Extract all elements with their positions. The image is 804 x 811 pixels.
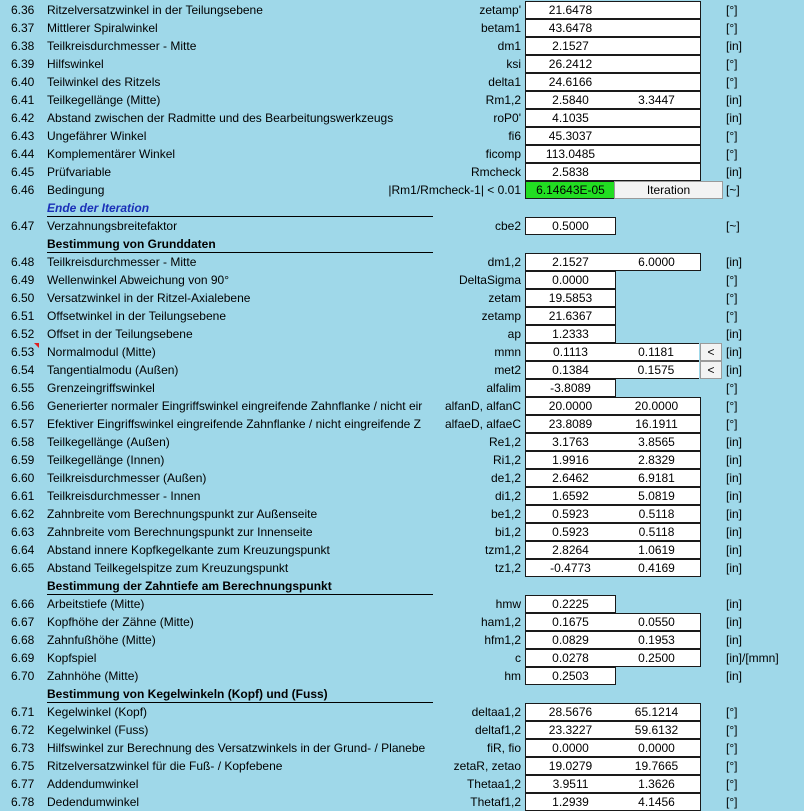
row-label: Generierter normaler Eingriffswinkel eingreifende Zahnflanke / nicht eir (47, 399, 423, 413)
row-number: 6.60 (11, 471, 35, 485)
row-symbol: hmw (495, 597, 521, 611)
value-cell-1[interactable]: 26.2412 (525, 55, 616, 73)
unit-label: [in] (726, 93, 743, 107)
value-cell-1[interactable]: -0.4773 (525, 559, 616, 577)
row-number: 6.44 (11, 147, 35, 161)
row-number: 6.51 (11, 309, 35, 323)
row-label: Zahnhöhe (Mitte) (47, 669, 139, 683)
row-number: 6.59 (11, 453, 35, 467)
row-label: Kegelwinkel (Kopf) (47, 705, 148, 719)
row-number: 6.71 (11, 705, 35, 719)
row-number: 6.55 (11, 381, 35, 395)
value-cell-2[interactable] (613, 19, 701, 37)
unit-label: [°] (726, 381, 738, 395)
row-label: Kopfhöhe der Zähne (Mitte) (47, 615, 194, 629)
row-symbol: roP0' (493, 111, 521, 125)
value-cell-2[interactable]: 4.1456 (613, 793, 701, 811)
sheet-row (0, 37, 804, 55)
value-cell-1[interactable]: 0.5923 (525, 505, 616, 523)
sheet-row (0, 523, 804, 541)
section-heading: Bestimmung der Zahntiefe am Berechnungspunkt (47, 579, 332, 593)
row-number: 6.42 (11, 111, 35, 125)
row-symbol: hfm1,2 (484, 633, 521, 647)
row-number: 6.48 (11, 255, 35, 269)
row-symbol: deltaa1,2 (471, 705, 521, 719)
row-label: Tangentialmodu (Außen) (47, 363, 179, 377)
unit-label: [~] (726, 219, 740, 233)
value-cell-2[interactable]: 3.3447 (613, 91, 701, 109)
value-cell-1[interactable]: 0.0829 (525, 631, 616, 649)
value-cell-2[interactable] (613, 109, 701, 127)
sheet-row (0, 577, 804, 595)
row-number: 6.37 (11, 21, 35, 35)
unit-label: [°] (726, 147, 738, 161)
unit-label: [°] (726, 57, 738, 71)
unit-label: [in] (726, 669, 743, 683)
value-cell-2[interactable]: 65.1214 (613, 703, 701, 721)
value-cell-1[interactable]: 2.5840 (525, 91, 616, 109)
value-cell-2[interactable] (613, 73, 701, 91)
row-label: Teilwinkel des Ritzels (47, 75, 161, 89)
unit-label: [in] (726, 525, 743, 539)
value-cell-2[interactable]: 0.1181 (613, 343, 699, 361)
row-symbol: fi6 (508, 129, 521, 143)
row-number: 6.64 (11, 543, 35, 557)
sheet-row (0, 361, 804, 379)
value-cell-2[interactable]: 19.7665 (613, 757, 701, 775)
row-symbol: ap (507, 327, 521, 341)
row-symbol: bi1,2 (494, 525, 521, 539)
row-symbol: Ri1,2 (492, 453, 521, 467)
row-symbol: zetaR, zetao (453, 759, 521, 773)
unit-label: [°] (726, 129, 738, 143)
row-label: Ritzelversatzwinkel für die Fuß- / Kopfebene (47, 759, 283, 773)
sheet-row (0, 109, 804, 127)
row-number: 6.43 (11, 129, 35, 143)
row-label: Abstand innere Kopfkegelkante zum Kreuzungspunkt (47, 543, 330, 557)
row-symbol: ksi (506, 57, 521, 71)
value-cell-1[interactable]: 43.6478 (525, 19, 616, 37)
iteration-end-heading: Ende der Iteration (47, 201, 150, 215)
sheet-row (0, 343, 804, 361)
section-heading: Bestimmung von Kegelwinkeln (Kopf) und (Fuss) (47, 687, 328, 701)
sheet-row (0, 739, 804, 757)
row-symbol: deltaf1,2 (474, 723, 521, 737)
value-cell-1[interactable]: 1.6592 (525, 487, 616, 505)
unit-label: [°] (726, 75, 738, 89)
sheet-row (0, 559, 804, 577)
row-label: Zahnbreite vom Berechnungspunkt zur Innenseite (47, 525, 313, 539)
row-symbol: delta1 (488, 75, 521, 89)
unit-label: [in] (726, 489, 743, 503)
value-cell-1[interactable]: 19.0279 (525, 757, 616, 775)
value-cell-1[interactable]: 28.5676 (525, 703, 616, 721)
row-symbol: ham1,2 (480, 615, 521, 629)
row-symbol: alfanD, alfanC (444, 399, 521, 413)
row-label: Offset in der Teilungsebene (47, 327, 193, 341)
value-cell-1[interactable]: 2.8264 (525, 541, 616, 559)
row-symbol: di1,2 (494, 489, 521, 503)
sheet-row (0, 613, 804, 631)
row-symbol: Rmcheck (470, 165, 521, 179)
iteration-button[interactable]: Iteration (614, 181, 723, 199)
condition-result-cell[interactable]: 6.14643E-05 (525, 181, 616, 199)
row-number: 6.40 (11, 75, 35, 89)
row-number: 6.67 (11, 615, 35, 629)
sheet-row (0, 793, 804, 811)
row-symbol: Re1,2 (488, 435, 521, 449)
row-label: Bedingung (47, 183, 105, 197)
row-number: 6.75 (11, 759, 35, 773)
unit-label: [in] (726, 543, 743, 557)
unit-label: [in] (726, 345, 743, 359)
unit-label: [°] (726, 273, 738, 287)
row-symbol: dm1,2 (487, 255, 521, 269)
row-number: 6.46 (11, 183, 35, 197)
sheet-row (0, 145, 804, 163)
row-symbol: |Rm1/Rmcheck-1| < 0.01 (388, 183, 521, 197)
sheet-row (0, 379, 804, 397)
row-label: Teilkegellänge (Außen) (47, 435, 170, 449)
unit-label: [°] (726, 417, 738, 431)
value-cell-2[interactable]: 3.8565 (613, 433, 701, 451)
unit-label: [in] (726, 561, 743, 575)
unit-label: [in] (726, 597, 743, 611)
row-label: Zahnfußhöhe (Mitte) (47, 633, 156, 647)
row-number: 6.73 (11, 741, 35, 755)
row-number: 6.49 (11, 273, 35, 287)
row-number: 6.58 (11, 435, 35, 449)
row-symbol: dm1 (497, 39, 521, 53)
sheet-row (0, 199, 804, 217)
value-cell-2[interactable]: 1.3626 (613, 775, 701, 793)
value-cell-1[interactable]: 113.0485 (525, 145, 616, 163)
row-number: 6.56 (11, 399, 35, 413)
row-symbol: mmn (494, 345, 521, 359)
row-symbol: c (515, 651, 521, 665)
row-number: 6.69 (11, 651, 35, 665)
unit-label: [in] (726, 633, 743, 647)
row-number: 6.77 (11, 777, 35, 791)
sheet-row (0, 631, 804, 649)
sheet-row (0, 1, 804, 19)
row-number: 6.68 (11, 633, 35, 647)
value-cell-1[interactable]: 20.0000 (525, 397, 616, 415)
value-cell-1[interactable]: 45.3037 (525, 127, 616, 145)
sheet-row (0, 127, 804, 145)
row-symbol: ficomp (485, 147, 521, 161)
sheet-row (0, 73, 804, 91)
value-cell-1[interactable]: 3.1763 (525, 433, 616, 451)
sheet-row (0, 667, 804, 685)
sheet-row (0, 325, 804, 343)
row-label: Wellenwinkel Abweichung von 90° (47, 273, 230, 287)
unit-label: [°] (726, 399, 738, 413)
row-symbol: betam1 (480, 21, 521, 35)
value-cell-1[interactable]: 2.6462 (525, 469, 616, 487)
row-label: Kopfspiel (47, 651, 97, 665)
row-label: Abstand zwischen der Radmitte und des Bearbeitungswerkzeugs (47, 111, 394, 125)
row-symbol: zetamp' (479, 3, 521, 17)
unit-label: [°] (726, 3, 738, 17)
row-label: Normalmodul (Mitte) (47, 345, 156, 359)
row-number: 6.61 (11, 489, 35, 503)
value-cell-1[interactable]: 4.1035 (525, 109, 616, 127)
row-label: Teilkegellänge (Mitte) (47, 93, 161, 107)
value-cell-1[interactable]: 0.0000 (525, 271, 616, 289)
unit-label: [in]/[mmn] (726, 651, 779, 665)
row-label: Teilkreisdurchmesser (Außen) (47, 471, 207, 485)
unit-label: [in] (726, 435, 743, 449)
value-cell-2[interactable]: 6.9181 (613, 469, 701, 487)
value-cell-2[interactable]: 0.4169 (613, 559, 701, 577)
sheet-row (0, 253, 804, 271)
row-symbol: cbe2 (494, 219, 521, 233)
sheet-row (0, 217, 804, 235)
row-label: Offsetwinkel in der Teilungsebene (47, 309, 227, 323)
row-number: 6.41 (11, 93, 35, 107)
row-symbol: be1,2 (490, 507, 521, 521)
row-number: 6.38 (11, 39, 35, 53)
row-number: 6.36 (11, 3, 35, 17)
sheet-row (0, 433, 804, 451)
row-symbol: met2 (494, 363, 521, 377)
unit-label: [°] (726, 723, 738, 737)
value-cell-2[interactable]: 1.0619 (613, 541, 701, 559)
value-cell-2[interactable]: 0.0550 (613, 613, 701, 631)
sheet-row (0, 235, 804, 253)
section-heading: Bestimmung von Grunddaten (47, 237, 216, 251)
unit-label: [in] (726, 507, 743, 521)
unit-label: [in] (726, 363, 743, 377)
value-cell-1[interactable]: 0.5000 (525, 217, 616, 235)
value-cell-2[interactable]: 0.1953 (613, 631, 701, 649)
row-label: Abstand Teilkegelspitze zum Kreuzungspunkt (47, 561, 289, 575)
row-number: 6.54 (11, 363, 35, 377)
value-cell-2[interactable]: 16.1911 (613, 415, 701, 433)
row-number: 6.57 (11, 417, 35, 431)
row-number: 6.66 (11, 597, 35, 611)
unit-label: [in] (726, 165, 743, 179)
row-label: Hilfswinkel zur Berechnung des Versatzwinkels in der Grund- / Planebe (47, 741, 426, 755)
row-label: Prüfvariable (47, 165, 112, 179)
sheet-row (0, 451, 804, 469)
unit-label: [°] (726, 741, 738, 755)
unit-label: [°] (726, 291, 738, 305)
sheet-row (0, 757, 804, 775)
row-label: Verzahnungsbreitefaktor (47, 219, 178, 233)
sheet-row (0, 289, 804, 307)
sheet-row (0, 415, 804, 433)
value-cell-1[interactable]: 23.8089 (525, 415, 616, 433)
unit-label: [in] (726, 255, 743, 269)
sheet-row (0, 703, 804, 721)
value-cell-2[interactable] (613, 55, 701, 73)
unit-label: [°] (726, 21, 738, 35)
row-symbol: DeltaSigma (458, 273, 521, 287)
value-cell-1[interactable]: 24.6166 (525, 73, 616, 91)
value-cell-2[interactable] (613, 163, 701, 181)
value-cell-2[interactable] (613, 37, 701, 55)
row-label: Ungefährer Winkel (47, 129, 147, 143)
row-label: Versatzwinkel in der Ritzel-Axialebene (47, 291, 251, 305)
unit-label: [in] (726, 615, 743, 629)
unit-label: [°] (726, 705, 738, 719)
value-cell-1[interactable]: 0.0000 (525, 739, 616, 757)
row-label: Hilfswinkel (47, 57, 104, 71)
value-cell-1[interactable]: 1.2333 (525, 325, 616, 343)
row-number: 6.63 (11, 525, 35, 539)
row-symbol: zetam (488, 291, 521, 305)
value-cell-2[interactable]: 20.0000 (613, 397, 701, 415)
row-symbol: alfalim (486, 381, 521, 395)
value-cell-2[interactable] (613, 127, 701, 145)
comment-indicator (34, 343, 39, 348)
unit-label: [in] (726, 471, 743, 485)
unit-label: [in] (726, 453, 743, 467)
value-cell-2[interactable]: 59.6132 (613, 721, 701, 739)
value-cell-1[interactable]: 1.2939 (525, 793, 616, 811)
unit-label: [in] (726, 39, 743, 53)
sheet-row (0, 649, 804, 667)
row-symbol: Thetaf1,2 (470, 795, 521, 809)
value-cell-1[interactable]: 0.5923 (525, 523, 616, 541)
value-cell-2[interactable]: 6.0000 (613, 253, 701, 271)
value-cell-1[interactable]: 19.5853 (525, 289, 616, 307)
value-cell-1[interactable]: 2.5838 (525, 163, 616, 181)
value-cell-1[interactable]: 23.3227 (525, 721, 616, 739)
apply-value-button[interactable]: < (700, 361, 722, 379)
value-cell-1[interactable]: 0.0278 (525, 649, 616, 667)
value-cell-2[interactable]: 5.0819 (613, 487, 701, 505)
row-number: 6.50 (11, 291, 35, 305)
value-cell-1[interactable]: 0.1113 (525, 343, 616, 361)
row-number: 6.70 (11, 669, 35, 683)
unit-label: [in] (726, 327, 743, 341)
value-cell-1[interactable]: 0.2225 (525, 595, 616, 613)
value-cell-1[interactable]: 1.9916 (525, 451, 616, 469)
row-label: Ritzelversatzwinkel in der Teilungsebene (47, 3, 263, 17)
sheet-row (0, 55, 804, 73)
row-label: Teilkreisdurchmesser - Innen (47, 489, 201, 503)
unit-label: [°] (726, 777, 738, 791)
row-symbol: Rm1,2 (485, 93, 521, 107)
row-label: Grenzeingriffswinkel (47, 381, 155, 395)
row-symbol: tz1,2 (494, 561, 521, 575)
value-cell-1[interactable]: 3.9511 (525, 775, 616, 793)
value-cell-1[interactable]: 21.6367 (525, 307, 616, 325)
row-number: 6.62 (11, 507, 35, 521)
value-cell-1[interactable]: 0.1384 (525, 361, 616, 379)
sheet-row (0, 541, 804, 559)
row-number: 6.52 (11, 327, 35, 341)
row-symbol: alfaeD, alfaeC (444, 417, 521, 431)
value-cell-1[interactable]: 2.1527 (525, 37, 616, 55)
sheet-row (0, 487, 804, 505)
sheet-row (0, 721, 804, 739)
sheet-row (0, 181, 804, 199)
sheet-row (0, 163, 804, 181)
row-symbol: tzm1,2 (484, 543, 521, 557)
unit-label: [°] (726, 759, 738, 773)
unit-label: [°] (726, 795, 738, 809)
row-number: 6.45 (11, 165, 35, 179)
sheet-row (0, 595, 804, 613)
value-cell-1[interactable]: 2.1527 (525, 253, 616, 271)
sheet-row (0, 505, 804, 523)
row-number: 6.72 (11, 723, 35, 737)
value-cell-2[interactable]: 0.0000 (613, 739, 701, 757)
row-label: Dedendumwinkel (47, 795, 140, 809)
sheet-row (0, 91, 804, 109)
sheet-row (0, 469, 804, 487)
value-cell-1[interactable]: 21.6478 (525, 1, 616, 19)
row-label: Zahnbreite vom Berechnungspunkt zur Außenseite (47, 507, 318, 521)
value-cell-1[interactable]: -3.8089 (525, 379, 616, 397)
row-label: Mittlerer Spiralwinkel (47, 21, 158, 35)
value-cell-1[interactable]: 0.2503 (525, 667, 616, 685)
row-label: Teilkegellänge (Innen) (47, 453, 165, 467)
value-cell-2[interactable]: 0.5118 (613, 523, 701, 541)
sheet-row (0, 307, 804, 325)
value-cell-1[interactable]: 0.1675 (525, 613, 616, 631)
row-symbol: zetamp (481, 309, 521, 323)
row-label: Komplementärer Winkel (47, 147, 176, 161)
row-number: 6.65 (11, 561, 35, 575)
row-number: 6.78 (11, 795, 35, 809)
row-symbol: hm (504, 669, 521, 683)
sheet-row (0, 685, 804, 703)
sheet-row (0, 271, 804, 289)
value-cell-2[interactable]: 2.8329 (613, 451, 701, 469)
sheet-row (0, 397, 804, 415)
value-cell-2[interactable]: 0.2500 (613, 649, 701, 667)
row-label: Addendumwinkel (47, 777, 139, 791)
row-label: Efektiver Eingriffswinkel eingreifende Zahnflanke / nicht eingreifende Z (47, 417, 421, 431)
sheet-row (0, 19, 804, 37)
row-label: Teilkreisdurchmesser - Mitte (47, 255, 197, 269)
sheet-row (0, 775, 804, 793)
row-symbol: de1,2 (490, 471, 521, 485)
row-number: 6.53 (11, 345, 35, 359)
row-number: 6.47 (11, 219, 35, 233)
row-label: Arbeitstiefe (Mitte) (47, 597, 145, 611)
row-number: 6.39 (11, 57, 35, 71)
row-symbol: Thetaa1,2 (466, 777, 521, 791)
row-label: Kegelwinkel (Fuss) (47, 723, 149, 737)
apply-value-button[interactable]: < (700, 343, 722, 361)
unit-label: [°] (726, 309, 738, 323)
unit-label: [~] (726, 183, 740, 197)
row-label: Teilkreisdurchmesser - Mitte (47, 39, 197, 53)
value-cell-2[interactable]: 0.1575 (613, 361, 699, 379)
value-cell-2[interactable] (613, 1, 701, 19)
unit-label: [in] (726, 111, 743, 125)
value-cell-2[interactable] (613, 145, 701, 163)
row-symbol: fiR, fio (486, 741, 521, 755)
value-cell-2[interactable]: 0.5118 (613, 505, 701, 523)
